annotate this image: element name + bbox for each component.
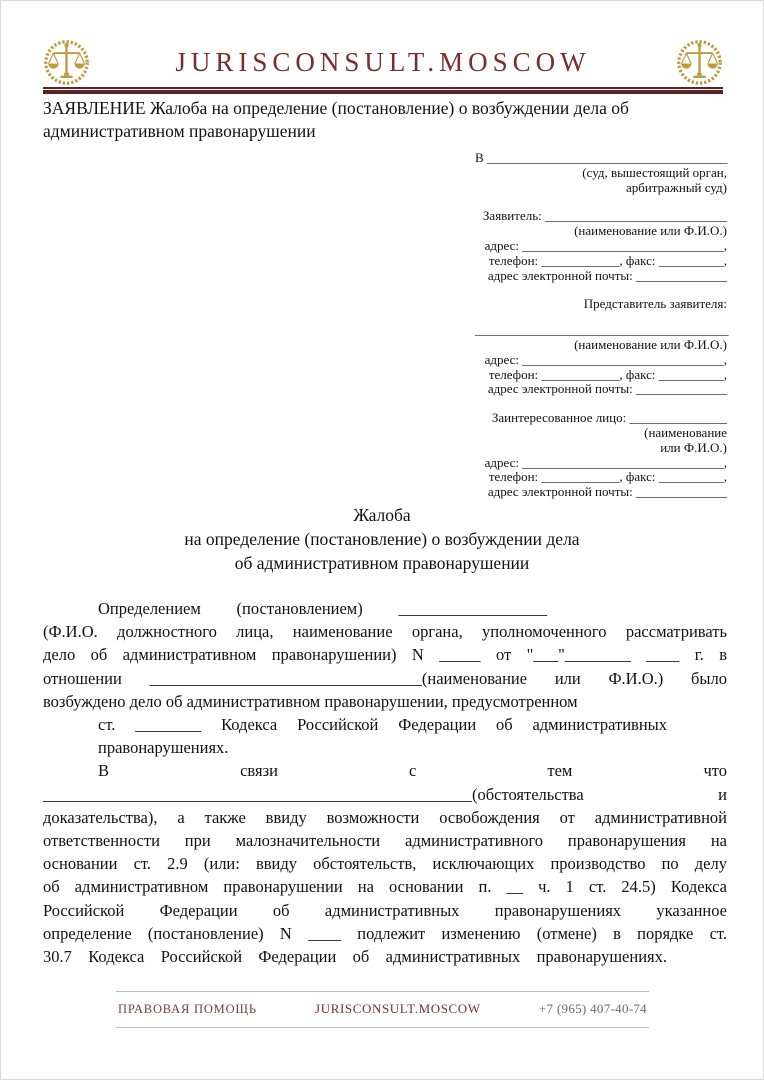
- body-line: правонарушениях.: [98, 738, 229, 758]
- brand-title: JURISCONSULT.MOSCOW: [175, 47, 591, 77]
- interested-address-line: адрес: _______________________________,: [484, 454, 727, 470]
- body-line: основании ст. 2.9 (или: ввиду обстоятельств, исключающих производство по делу: [43, 854, 727, 874]
- interested-email-line: адрес электронной почты: ______________: [487, 484, 727, 500]
- body-line: 30.7 Кодекса Российской Федерации об административных правонарушениях.: [43, 947, 667, 967]
- body-line: ст. ________ Кодекса Российской Федерации об административных: [98, 715, 667, 735]
- applicant-name-line: Заявитель: ____________________________: [482, 208, 727, 224]
- document-title: ЗАЯВЛЕНИЕ Жалоба на определение (постановление) о возбуждении дела об административном правонарушении: [43, 98, 629, 141]
- interested-party-line: Заинтересованное лицо: _______________: [491, 410, 727, 426]
- court-hint: арбитражный суд): [625, 179, 727, 195]
- footer-site-link[interactable]: JURISCONSULT.MOSCOW: [315, 1001, 481, 1016]
- court-hint: (суд, вышестоящий орган,: [582, 164, 727, 180]
- body-line: отношении _________________________________(наименование или Ф.И.О.) было: [43, 668, 727, 688]
- body-line: В связи с тем что: [98, 761, 727, 781]
- applicant-email-line: адрес электронной почты: ______________: [487, 267, 727, 283]
- representative-name-hint: (наименование или Ф.И.О.): [574, 336, 727, 352]
- applicant-name-hint: (наименование или Ф.И.О.): [574, 223, 727, 239]
- body-line: (Ф.И.О. должностного лица, наименование органа, уполномоченного рассматривать: [43, 622, 727, 642]
- complaint-heading: [1, 503, 763, 575]
- body-line: Определением (постановлением) __________________: [98, 599, 547, 618]
- body-line: ____________________________________________________(обстоятельства и: [43, 784, 727, 804]
- interested-phone-fax-line: телефон: ____________, факс: __________,: [488, 469, 727, 485]
- body-text: [43, 597, 727, 968]
- representative-blank-line: _______________________________________: [475, 322, 729, 338]
- interested-party-hint: или Ф.И.О.): [660, 439, 727, 455]
- scales-of-justice-icon: [43, 39, 90, 86]
- applicant-address-line: адрес: _______________________________,: [484, 237, 727, 253]
- heading-line: на определение (постановление) о возбуждении дела: [184, 529, 580, 549]
- court-blank-line: В _____________________________________: [475, 150, 728, 165]
- representative-address-line: адрес: _______________________________,: [484, 351, 727, 367]
- body-line: дело об административном правонарушении) N _____ от "___"________ ____ г. в: [43, 645, 727, 665]
- addressee-block: [475, 151, 727, 500]
- heading-line: об административном правонарушении: [234, 553, 530, 573]
- interested-party-hint: (наименование: [644, 424, 727, 440]
- body-line: возбуждено дело об административном правонарушении, предусмотренном: [43, 691, 578, 711]
- header-divider: [43, 87, 723, 94]
- body-line: ответственности при малозначительности административного правонарушения на: [43, 831, 727, 851]
- applicant-phone-fax-line: телефон: ____________, факс: __________,: [488, 252, 727, 268]
- body-line: об административном правонарушении на основании п. __ ч. 1 ст. 24.5) Кодекса: [43, 877, 727, 897]
- body-line: доказательства), а также ввиду возможности освобождения от административной: [43, 807, 727, 827]
- representative-label: Представитель заявителя:: [583, 296, 727, 312]
- heading-line: Жалоба: [353, 505, 411, 525]
- body-line: определение (постановление) N ____ подлежит изменению (отмене) в порядке ст.: [43, 923, 727, 943]
- footer-tagline: ПРАВОВАЯ ПОМОЩЬ: [118, 1001, 257, 1016]
- representative-phone-fax-line: телефон: ____________, факс: __________,: [488, 366, 727, 382]
- footer: [116, 991, 649, 1028]
- footer-phone-link[interactable]: +7 (965) 407-40-74: [538, 1001, 647, 1016]
- header: [43, 39, 723, 86]
- representative-email-line: адрес электронной почты: ______________: [487, 381, 727, 397]
- body-line: Российской Федерации об административных правонарушениях указанное: [43, 900, 727, 920]
- scales-of-justice-icon: [676, 39, 723, 86]
